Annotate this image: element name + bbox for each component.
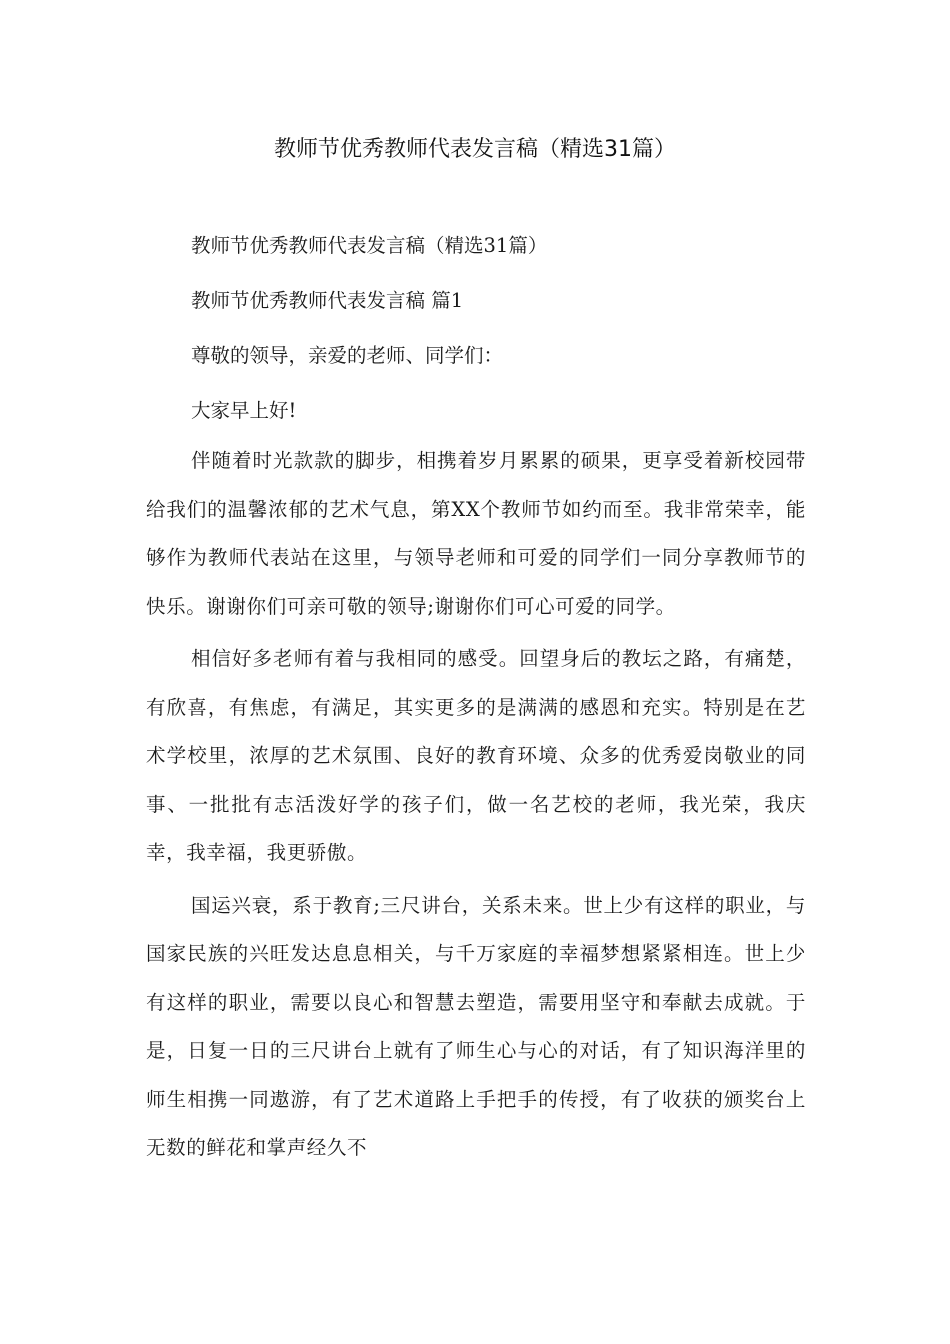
paragraph-1: 伴随着时光款款的脚步，相携着岁月累累的硕果，更享受着新校园带给我们的温馨浓郁的艺术气息，第XX个教师节如约而至。我非常荣幸，能够作为教师代表站在这里，与领导老师和可爱的同学们一同分享教师节的快乐。谢谢你们可亲可敬的领导;谢谢你们可心可爱的同学。 (146, 449, 806, 618)
section-heading: 教师节优秀教师代表发言稿 篇1 (191, 289, 464, 312)
paragraph-2: 相信好多老师有着与我相同的感受。回望身后的教坛之路，有痛楚，有欣喜，有焦虑，有满足，其实更多的是满满的感恩和充实。特别是在艺术学校里，浓厚的艺术氛围、良好的教育环境、众多的优秀爱岗敬业的同事、一批批有志活泼好学的孩子们，做一名艺校的老师，我光荣，我庆幸，我幸福，我更骄傲。 (146, 647, 806, 864)
greeting: 大家早上好! (191, 399, 297, 422)
subtitle-line: 教师节优秀教师代表发言稿（精选31篇） (191, 234, 548, 257)
document-title: 教师节优秀教师代表发言稿（精选31篇） (274, 137, 676, 162)
paragraph-3: 国运兴衰，系于教育;三尺讲台，关系未来。世上少有这样的职业，与国家民族的兴旺发达息息相关，与千万家庭的幸福梦想紧紧相连。世上少有这样的职业，需要以良心和智慧去塑造，需要用坚守和奉献去成就。于是，日复一日的三尺讲台上就有了师生心与心的对话，有了知识海洋里的师生相携一同遨游，有了艺术道路上手把手的传授，有了收获的颁奖台上无数的鲜花和掌声经久不 (146, 893, 806, 1159)
document-body (146, 232, 806, 1173)
salutation: 尊敬的领导，亲爱的老师、同学们： (191, 344, 504, 367)
